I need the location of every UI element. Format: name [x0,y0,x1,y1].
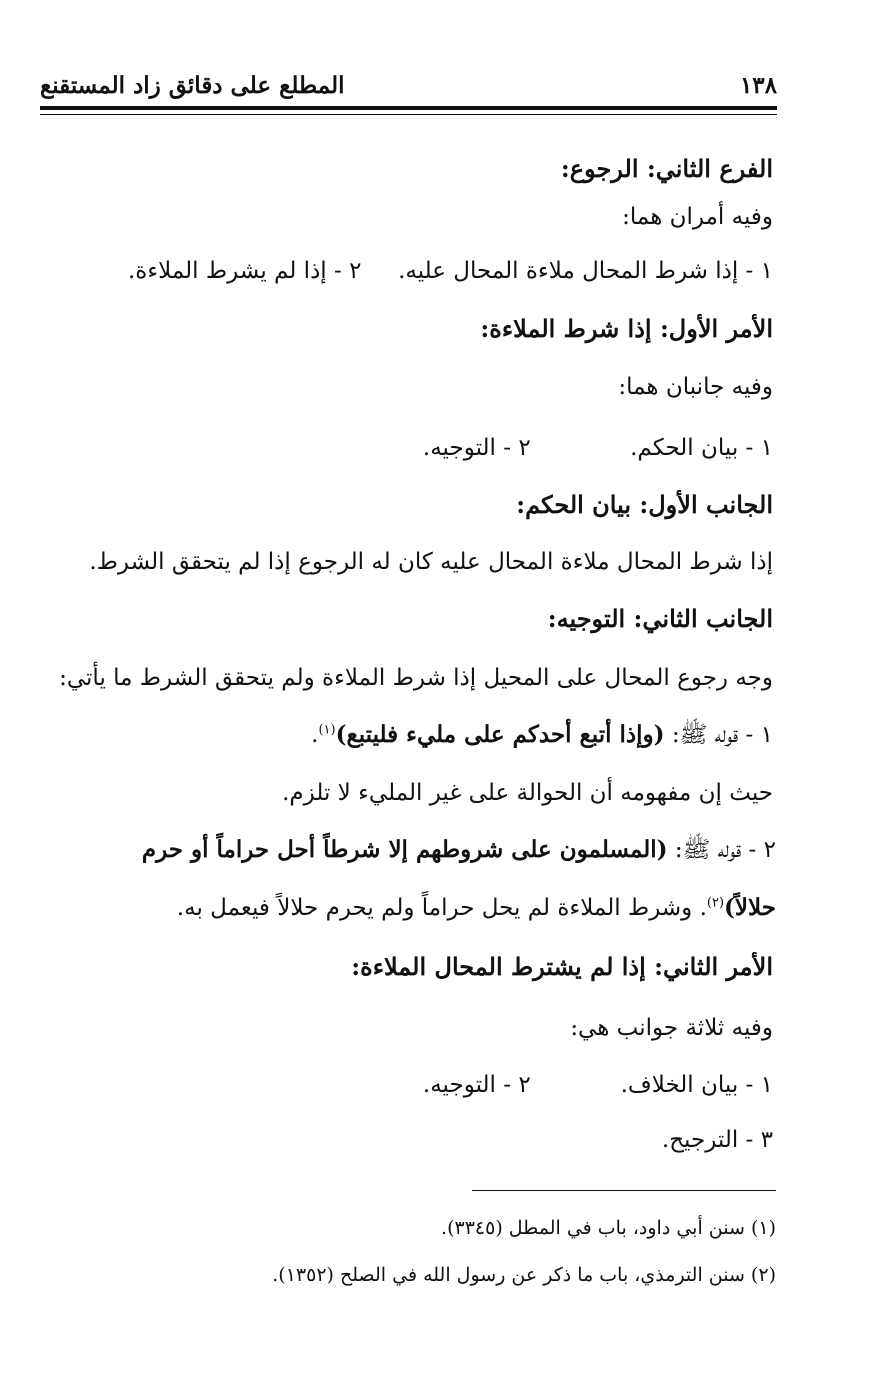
hadith-quote-end: حلالاً) [724,894,776,921]
item-text: - إذا لم يشرط الملاءة. [127,258,350,284]
list-item [423,431,531,465]
matter1-heading: الأمر الأول: إذا شرط الملاءة: [480,314,773,343]
footnote-marker: (٢) [706,895,725,911]
side2-heading: الجانب الثاني: التوجيه: [547,604,773,633]
header-rule-thin [40,114,777,115]
item-number: ١ [760,258,773,284]
intro-two-matters: وفيه أمران هما: [622,204,773,230]
book-title: المطلع على دقائق زاد المستقنع [40,72,345,99]
ruling-paragraph: إذا شرط المحال ملاءة المحال عليه كان له الرجوع إذا لم يتحقق الشرط. [89,549,773,575]
list-item [128,258,362,284]
evidence-1 [50,718,773,752]
item-number: ٢ [349,258,362,284]
item-text: - الترجيح. [661,1127,761,1153]
hadith-quote: (وإذا أتبع أحدكم على مليء فليتبع) [335,721,665,748]
list-item [423,1068,531,1102]
footnote-2: (٢) سنن الترمذي، باب ما ذكر عن رسول الله في الصلح (١٣٥٢). [272,1264,776,1286]
page-number: ١٣٨ [739,72,777,99]
list-item [391,258,773,284]
item-text: - التوجيه. [422,1072,519,1098]
item-number: ١ [760,435,773,461]
aspects-list [50,1068,773,1102]
evidence-prefix: ٢ - قوله ﷺ: [667,837,776,863]
side1-heading: الجانب الأول: بيان الحكم: [516,490,773,519]
evidence-2-explanation: . وشرط الملاءة لم يحل حراماً ولم يحرم حلالاً فيعمل به. [176,895,707,921]
branch-heading: الفرع الثاني: الرجوع: [560,154,773,183]
running-header [40,68,777,104]
footnote-marker: (١) [318,722,336,738]
evidence-2-line-2 [50,891,776,925]
hadith-quote: (المسلمون على شروطهم إلا شرطاً أحل حراماً أو حرم [141,836,668,863]
matters-list [50,254,773,288]
item-text: - بيان الخلاف. [620,1072,761,1098]
sentence-end: . [311,722,319,748]
evidence-prefix: ١ - قوله ﷺ: [664,722,773,748]
item-text: - إذا شرط المحال ملاءة المحال عليه. [398,258,761,284]
item-text: - التوجيه. [422,435,519,461]
evidence-1-explanation: حيث إن مفهومه أن الحوالة على غير المليء لا تلزم. [282,780,773,806]
item-number: ٢ [518,435,531,461]
sides-list [50,431,773,465]
footnote-1: (١) سنن أبي داود، باب في المطل (٣٣٤٥). [441,1217,776,1239]
intro-two-sides: وفيه جانبان هما: [618,374,773,400]
header-rule-thick [40,106,777,110]
justification-intro: وجه رجوع المحال على المحيل إذا شرط الملاءة ولم يتحقق الشرط ما يأتي: [59,665,773,691]
matter2-heading: الأمر الثاني: إذا لم يشترط المحال الملاءة: [351,952,773,981]
intro-three-sides: وفيه ثلاثة جوانب هي: [570,1015,773,1041]
item-number: ٢ [518,1072,531,1098]
list-item [538,1068,773,1102]
evidence-2-line-1 [50,833,776,867]
item-number: ١ [760,1072,773,1098]
footnote-separator [472,1190,776,1191]
aspect-3 [50,1123,773,1157]
list-item [538,431,773,465]
item-number: ٣ [760,1127,773,1153]
item-text: - بيان الحكم. [630,435,761,461]
